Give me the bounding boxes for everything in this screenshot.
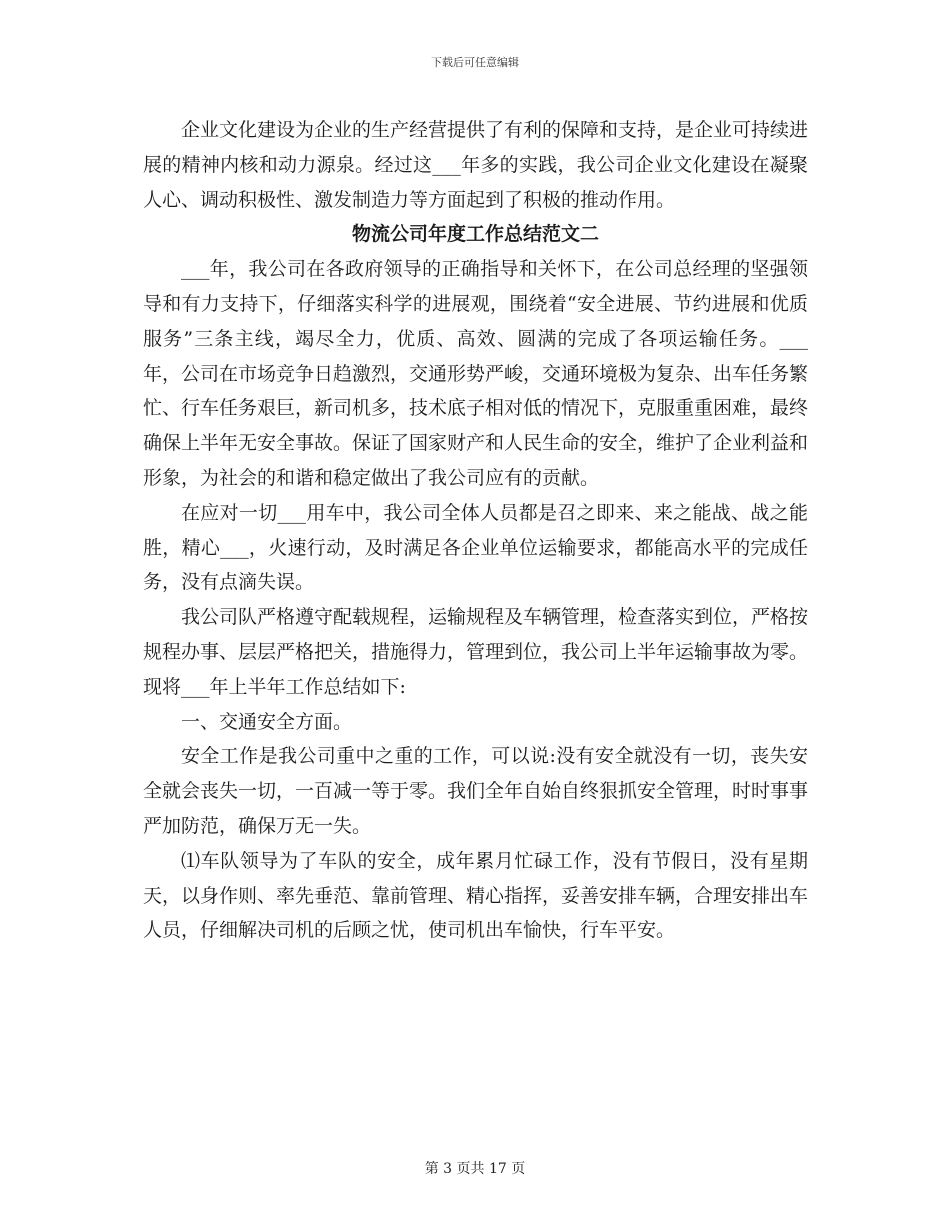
paragraph-annual-overview: ___年，我公司在各政府领导的正确指导和关怀下，在公司总经理的坚强领导和有力支持下，仔细落实科学的进展观，围绕着“安全进展、节约进展和优质服务”三条主线，竭尽全力，优质、高效、圆满的完成了各项运输任务。___年，公司在市场竞争日趋激烈，交通形势严峻，交通环境极为复杂、出车任务繁忙、行车任务艰巨，新司机多，技术底子相对低的情况下，克服重重困难，最终确保上半年无安全事故。保证了国家财产和人民生命的安全，维护了企业利益和形象，为社会的和谐和稳定做出了我公司应有的贡献。 bbox=[143, 258, 809, 489]
paragraph-regulations: 我公司队严格遵守配载规程，运输规程及车辆管理，检查落实到位，严格按规程办事、层层严格把关，措施得力，管理到位，我公司上半年运输事故为零。现将___年上半年工作总结如下: bbox=[143, 606, 809, 698]
paragraph-emergency-response: 在应对一切___用车中，我公司全体人员都是召之即来、来之能战、战之能胜，精心___，火速行动，及时满足各企业单位运输要求，都能高水平的完成任务，没有点滴失误。 bbox=[143, 501, 808, 594]
paragraph-culture-summary: 企业文化建设为企业的生产经营提供了有利的保障和支持，是企业可持续进展的精神内核和动力源泉。经过这___年多的实践，我公司企业文化建设在凝聚人心、调动积极性、激发制造力等方面起到了积极的推动作用。 bbox=[143, 119, 809, 211]
paragraph-fleet-leadership: ⑴车队领导为了车队的安全，成年累月忙碌工作，没有节假日，没有星期天，以身作则、率先垂范、靠前管理、精心指挥，妥善安排车辆，合理安排出车人员，仔细解决司机的后顾之忧，使司机出车愉快，行车平安。 bbox=[143, 849, 809, 942]
paragraph-heading-traffic-safety: 一、交通安全方面。 bbox=[181, 710, 353, 733]
page-number: 第 3 页共 17 页 bbox=[424, 1161, 526, 1177]
document-body bbox=[143, 113, 808, 948]
page-header-note: 下载后可任意编辑 bbox=[431, 56, 519, 69]
section-title: 物流公司年度工作总结范文二 bbox=[351, 223, 599, 246]
paragraph-safety-priority: 安全工作是我公司重中之重的工作，可以说:没有安全就没有一切，丧失安全就会丧失一切，一百减一等于零。我们全年自始自终狠抓安全管理，时时事事严加防范，确保万无一失。 bbox=[143, 745, 809, 837]
